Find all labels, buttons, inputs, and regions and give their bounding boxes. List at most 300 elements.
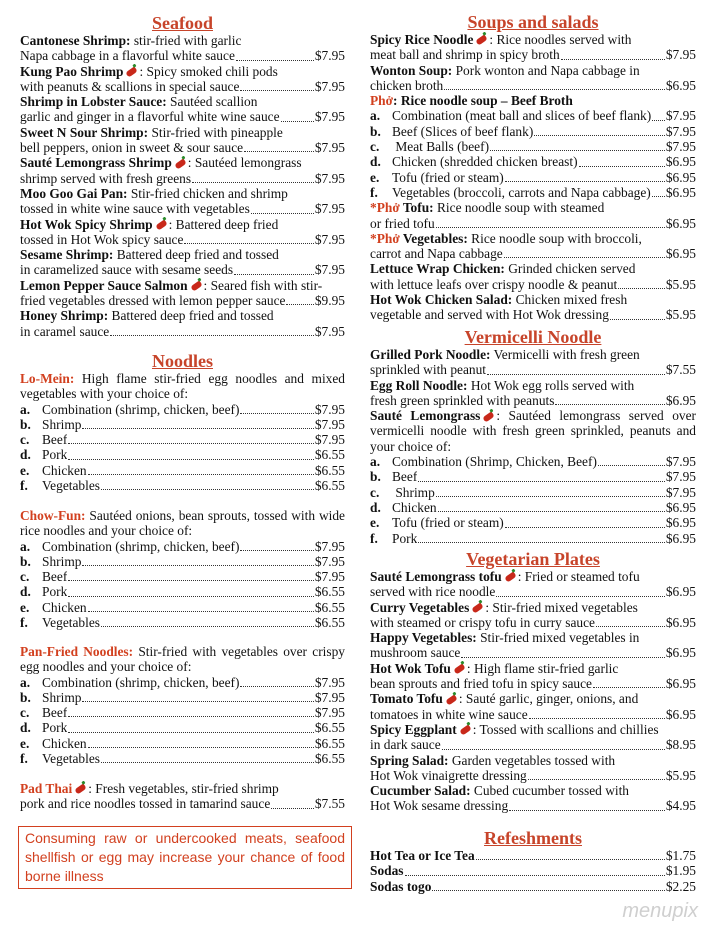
- item-description: : High flame stir-fried garlic: [466, 660, 619, 676]
- list-item-name: Beef: [42, 432, 68, 448]
- list-item-name: Combination (meat ball and slices of beef flank): [392, 108, 652, 124]
- dot-leader: [68, 580, 314, 581]
- list-item: [370, 139, 696, 154]
- item-price: $2.25: [665, 878, 696, 894]
- list-item-name: Tofu (fried or steam): [392, 169, 504, 185]
- dot-leader: [286, 304, 313, 305]
- item-heading: [370, 200, 604, 215]
- list-item-letter: a.: [20, 401, 31, 417]
- list-item-text: [370, 108, 651, 123]
- list-item: [20, 417, 345, 432]
- item-description: : Battered deep fried: [168, 216, 279, 232]
- item-description: garlic and ginger in a flavorful white wine sauce: [20, 109, 280, 125]
- item-price: $7.95: [314, 674, 345, 690]
- item-description: chicken broth: [370, 77, 444, 93]
- list-item-text: [20, 463, 87, 478]
- right-column: [370, 0, 696, 931]
- list-item-name: Shrimp: [42, 553, 82, 569]
- item-description: meat ball and shrimp in spicy broth: [370, 47, 560, 63]
- item-description: : Stir-fried mixed vegetables: [485, 599, 638, 615]
- item-description: pork and rice noodles tossed in tamarind sauce: [20, 796, 271, 812]
- list-item-letter: e.: [20, 735, 30, 751]
- list-item-text: [370, 515, 504, 530]
- menu-item: [370, 378, 696, 393]
- item-price: $6.55: [314, 599, 345, 615]
- item-heading: [370, 753, 615, 768]
- dot-leader: [101, 762, 314, 763]
- item-name: Spicy Eggplant: [370, 721, 457, 737]
- menu-item: [370, 783, 696, 798]
- item-heading: [20, 125, 283, 140]
- menu-item-price-line: [370, 362, 696, 377]
- menu-item-price-line: [370, 676, 696, 691]
- item-price: $1.95: [665, 863, 696, 879]
- item-heading: [20, 247, 279, 262]
- menu-item: [370, 879, 696, 894]
- dot-leader: [418, 542, 665, 543]
- menu-item: [370, 722, 696, 737]
- item-price: $7.95: [314, 432, 345, 448]
- list-item-text: [20, 569, 67, 584]
- dot-leader: [82, 428, 313, 429]
- list-item-name: Combination (Shrimp, Chicken, Beef): [392, 454, 597, 470]
- dot-leader: [234, 274, 314, 275]
- item-description: Garden vegetables tossed with: [448, 752, 616, 768]
- item-heading: [370, 32, 631, 47]
- section-title: Seafood: [151, 13, 213, 33]
- item-description: : Sautéed lemongrass: [187, 155, 302, 171]
- item-description: served with rice noodle: [370, 584, 496, 600]
- item-description-paragraph: [20, 644, 345, 675]
- item-name: Lemon Pepper Sauce Salmon: [20, 277, 188, 293]
- menu-item: [370, 32, 696, 47]
- menu-section: [20, 508, 345, 630]
- item-name: Kung Pao Shrimp: [20, 63, 124, 79]
- list-item: [370, 485, 696, 500]
- dot-leader: [504, 257, 665, 258]
- item-heading: [20, 94, 257, 109]
- item-price: $7.95: [314, 109, 345, 125]
- list-item-letter: f.: [20, 751, 28, 767]
- list-item-text: [370, 139, 489, 154]
- dot-leader: [88, 611, 314, 612]
- item-price: $7.95: [314, 170, 345, 186]
- item-description: : Fresh vegetables, stir-fried shrimp: [88, 781, 279, 796]
- item-price: $7.95: [314, 201, 345, 217]
- menu-item: [20, 155, 345, 170]
- item-description: or fried tofu: [370, 215, 435, 231]
- dot-leader: [251, 213, 314, 214]
- item-price: $7.95: [314, 416, 345, 432]
- list-item: [20, 478, 345, 493]
- item-description: Hot Wok egg rolls served with: [467, 377, 635, 393]
- item-heading: [20, 33, 241, 48]
- dot-leader: [240, 686, 313, 687]
- dot-leader: [490, 150, 665, 151]
- item-name: Lettuce Wrap Chicken:: [370, 261, 505, 277]
- menu-item: [370, 600, 696, 615]
- item-description: bean sprouts and fried tofu in spicy sauce: [370, 676, 592, 692]
- item-price: $7.95: [665, 139, 696, 155]
- list-item-letter: d.: [20, 720, 31, 736]
- item-description: : Rice noodles served with: [489, 32, 632, 47]
- item-price: $6.95: [665, 154, 696, 170]
- item-description: stir-fried with garlic: [130, 33, 242, 48]
- item-description: fried vegetables dressed with lemon pepper sauce: [20, 293, 286, 309]
- list-item-text: [370, 154, 578, 169]
- menu-item: [370, 93, 696, 108]
- dot-leader: [618, 288, 665, 289]
- dot-leader: [555, 404, 664, 405]
- item-description: Rice noodle soup with steamed: [433, 200, 605, 216]
- menu-section: [20, 781, 345, 812]
- item-description: : Sauté garlic, ginger, onions, and: [458, 691, 639, 707]
- item-prefix: Phở: [370, 93, 394, 109]
- item-price: $7.95: [314, 231, 345, 247]
- dot-leader: [438, 511, 665, 512]
- list-item: [370, 154, 696, 169]
- item-description: Rice noodle soup with broccoli,: [467, 230, 642, 246]
- chili-pepper-icon: [483, 411, 495, 422]
- list-item-letter: e.: [370, 515, 380, 531]
- list-item-text: [20, 720, 67, 735]
- menu-item: [370, 848, 696, 863]
- dot-leader: [101, 626, 314, 627]
- item-description: tossed in Hot Wok spicy sauce: [20, 231, 184, 247]
- list-item: [20, 447, 345, 462]
- item-name: Moo Goo Gai Pan:: [20, 185, 128, 201]
- menu-item: [20, 217, 345, 232]
- menu-item-price-line: [20, 293, 345, 308]
- item-heading: [370, 63, 640, 78]
- list-item-letter: d.: [20, 584, 31, 600]
- list-item-letter: b.: [370, 469, 381, 485]
- item-name: : Rice noodle soup – Beef Broth: [393, 93, 573, 109]
- dot-leader: [598, 465, 665, 466]
- item-price: $6.95: [665, 77, 696, 93]
- list-item-name: Pork: [42, 720, 68, 736]
- item-description: sprinkled with peanut: [370, 362, 487, 378]
- dot-leader: [281, 121, 314, 122]
- subsection-title: Chow-Fun:: [20, 508, 86, 523]
- item-name: Wonton Soup:: [370, 62, 453, 78]
- list-item-text: [20, 432, 67, 447]
- list-item: [20, 600, 345, 615]
- list-item-text: [20, 417, 81, 432]
- menu-item: [20, 278, 345, 293]
- chili-pepper-icon: [453, 664, 465, 675]
- item-heading: [370, 569, 640, 584]
- item-name: Cucumber Salad:: [370, 783, 471, 799]
- item-description: Napa cabbage in a flavorful white sauce: [20, 48, 235, 64]
- section-title: Noodles: [151, 351, 213, 371]
- dot-leader: [192, 182, 314, 183]
- list-item-name: Pork: [392, 530, 418, 546]
- item-name: Sauté Lemongrass: [370, 408, 481, 424]
- menu-item-price-line: [370, 277, 696, 292]
- item-price: $7.95: [314, 553, 345, 569]
- dot-leader: [505, 527, 665, 528]
- item-name: Sodas togo: [370, 878, 432, 894]
- item-name: Shrimp in Lobster Sauce:: [20, 94, 167, 110]
- list-item-name: Beef (Slices of beef flank): [392, 123, 534, 139]
- list-item-name: Vegetables: [42, 478, 101, 494]
- subsection-title: Pan-Fried Noodles:: [20, 644, 134, 659]
- list-item-letter: c.: [370, 139, 380, 155]
- list-item-letter: d.: [370, 499, 381, 515]
- dot-leader: [88, 747, 314, 748]
- menu-section: [370, 828, 696, 894]
- item-description: : Fried or steamed tofu: [517, 569, 640, 584]
- item-name: Curry Vegetables: [370, 599, 470, 615]
- chili-pepper-icon: [445, 694, 457, 705]
- menu-item: [370, 231, 696, 246]
- dot-leader: [652, 196, 665, 197]
- list-item-text: [20, 736, 87, 751]
- section-title: Vegetarian Plates: [466, 549, 600, 569]
- item-price: $7.95: [665, 484, 696, 500]
- list-item-name: Vegetables: [42, 615, 101, 631]
- dot-leader: [418, 481, 665, 482]
- item-price: $6.95: [665, 515, 696, 531]
- list-item-letter: a.: [370, 454, 381, 470]
- menu-item: [370, 630, 696, 645]
- list-item-text: [370, 185, 651, 200]
- item-name: Happy Vegetables:: [370, 630, 477, 646]
- list-item-letter: a.: [20, 538, 31, 554]
- dot-leader: [88, 474, 314, 475]
- chili-pepper-icon: [75, 784, 87, 795]
- list-item-name: Beef: [392, 469, 418, 485]
- dot-leader: [82, 701, 313, 702]
- item-price: $6.95: [665, 215, 696, 231]
- item-price: $7.95: [314, 140, 345, 156]
- item-description: carrot and Napa cabbage: [370, 246, 503, 262]
- section-title: Soups and salads: [467, 12, 599, 32]
- menu-item-price-line: [370, 615, 696, 630]
- menu-item-price-line: [20, 79, 345, 94]
- menu-item-price-line: [370, 307, 696, 322]
- item-name: Spring Salad:: [370, 752, 449, 768]
- item-description: vegetable and served with Hot Wok dressing: [370, 307, 609, 323]
- list-item-letter: c.: [20, 569, 30, 585]
- menu-item-price-line: [370, 737, 696, 752]
- list-item-letter: f.: [20, 615, 28, 631]
- item-name: Grilled Pork Noodle:: [370, 347, 491, 362]
- list-item-name: Shrimp: [42, 416, 82, 432]
- list-item-text: [370, 469, 417, 484]
- menu-item: [370, 292, 696, 307]
- menu-section: [20, 351, 345, 493]
- item-price: $6.95: [665, 584, 696, 600]
- item-price: $7.95: [314, 689, 345, 705]
- dot-leader: [528, 779, 665, 780]
- dot-leader: [596, 626, 665, 627]
- list-item-text: [20, 447, 67, 462]
- menu-item-price-line: [20, 262, 345, 277]
- menu-item-price-line: [20, 796, 345, 811]
- item-description: shrimp served with fresh greens: [20, 170, 192, 186]
- item-description: Hot Wok vinaigrette dressing: [370, 767, 527, 783]
- item-price: $6.55: [314, 462, 345, 478]
- item-heading: [370, 292, 627, 307]
- item-description: : Seared fish with stir-: [203, 277, 323, 293]
- menu-item: [20, 33, 345, 48]
- item-price: $7.55: [314, 796, 345, 812]
- menu-item: [20, 247, 345, 262]
- menu-section: [370, 327, 696, 546]
- list-item-letter: c.: [20, 432, 30, 448]
- menu-item: [370, 347, 696, 362]
- item-description: Stir-fried with pineapple: [148, 124, 283, 140]
- menu-item-price-line: [370, 768, 696, 783]
- list-item-name: Shrimp: [42, 689, 82, 705]
- item-price: $1.75: [665, 848, 696, 863]
- item-description: Sautéed scallion: [166, 94, 258, 110]
- item-heading: [370, 783, 629, 798]
- list-item-text: [20, 675, 239, 690]
- menu-item: [20, 308, 345, 323]
- item-heading: [20, 217, 278, 232]
- dot-leader: [240, 90, 313, 91]
- list-item-text: [370, 485, 435, 500]
- item-price: $7.95: [314, 262, 345, 278]
- menu-item-price-line: [20, 109, 345, 124]
- item-price: $5.95: [665, 767, 696, 783]
- dot-leader: [442, 749, 665, 750]
- list-item-letter: e.: [370, 169, 380, 185]
- item-price: $6.95: [665, 645, 696, 661]
- menu-section: [20, 13, 345, 339]
- dot-leader: [271, 808, 314, 809]
- item-heading: [20, 781, 279, 796]
- menu-item: [370, 200, 696, 215]
- item-heading: [370, 93, 573, 108]
- item-name: Hot Wok Spicy Shrimp: [20, 216, 153, 232]
- list-item-text: [20, 751, 100, 766]
- item-heading: [370, 630, 639, 645]
- list-item: [370, 170, 696, 185]
- list-item-name: Beef: [42, 705, 68, 721]
- list-item-name: Pork: [42, 584, 68, 600]
- item-description: Grinded chicken served: [504, 261, 636, 277]
- menu-section: [370, 12, 696, 323]
- left-column: [20, 0, 345, 931]
- item-price: $7.95: [314, 78, 345, 94]
- item-price: $6.55: [314, 447, 345, 463]
- list-item-name: Combination (shrimp, chicken, beef): [42, 538, 240, 554]
- item-price: $7.95: [314, 569, 345, 585]
- item-price: $7.95: [665, 123, 696, 139]
- list-item: [20, 720, 345, 735]
- menu-item: [370, 661, 696, 676]
- dot-leader: [534, 135, 665, 136]
- item-price: $7.55: [665, 362, 696, 378]
- dot-leader: [432, 890, 664, 891]
- item-name: Hot Tea or Ice Tea: [370, 848, 475, 863]
- menu-item: [370, 569, 696, 584]
- list-item-name: Shrimp: [392, 484, 435, 500]
- dot-leader: [496, 596, 665, 597]
- menu-item: [20, 94, 345, 109]
- list-item-letter: b.: [370, 123, 381, 139]
- menu-item: [370, 753, 696, 768]
- list-item-text: [20, 690, 81, 705]
- list-item: [370, 531, 696, 546]
- item-heading: [20, 155, 302, 170]
- list-item-letter: b.: [20, 416, 31, 432]
- chili-pepper-icon: [472, 602, 484, 613]
- list-item-text: [20, 600, 87, 615]
- item-name: Hot Wok Chicken Salad:: [370, 292, 513, 308]
- list-item: [20, 402, 345, 417]
- item-name: Sauté Lemongrass Shrimp: [20, 155, 172, 171]
- menu-item: [20, 186, 345, 201]
- list-item-name: Chicken (shredded chicken breast): [392, 154, 578, 170]
- list-item-letter: d.: [20, 447, 31, 463]
- item-name: Sauté Lemongrass tofu: [370, 569, 502, 584]
- item-description: with peanuts & scallions in special sauce: [20, 78, 240, 94]
- item-description: : Spicy smoked chili pods: [139, 63, 278, 79]
- item-description-paragraph: [370, 408, 696, 454]
- item-description: with steamed or crispy tofu in curry sauce: [370, 614, 595, 630]
- list-item-name: Meat Balls (beef): [392, 139, 490, 155]
- menu-item: [20, 125, 345, 140]
- list-item-text: [370, 170, 504, 185]
- list-item-name: Chicken: [42, 599, 87, 615]
- menu-item: [370, 261, 696, 276]
- dot-leader: [529, 718, 665, 719]
- list-item-name: Chicken: [42, 462, 87, 478]
- item-prefix: Pad Thai: [20, 781, 73, 796]
- item-heading: [370, 661, 618, 676]
- item-description: mushroom sauce: [370, 645, 461, 661]
- list-item-letter: c.: [20, 705, 30, 721]
- item-price: $9.95: [314, 293, 345, 309]
- item-description: Vermicelli with fresh green: [490, 347, 640, 362]
- dot-leader: [68, 732, 314, 733]
- dot-leader: [68, 716, 314, 717]
- dot-leader: [82, 565, 313, 566]
- dot-leader: [184, 243, 313, 244]
- dot-leader: [68, 596, 314, 597]
- list-item-letter: f.: [370, 530, 378, 546]
- menu-item: [370, 691, 696, 706]
- list-item-text: [370, 454, 597, 469]
- menu-item-price-line: [370, 645, 696, 660]
- dot-leader: [405, 875, 665, 876]
- watermark: menupix: [622, 900, 698, 922]
- item-heading: [370, 600, 638, 615]
- list-item-name: Combination (shrimp, chicken, beef): [42, 674, 240, 690]
- menu-section: [370, 549, 696, 814]
- item-description: Battered deep fried and tossed: [113, 247, 279, 263]
- item-description: Sautéed onions, bean sprouts, tossed with wide rice noodles and your choice of:: [20, 508, 345, 539]
- menu-item-price-line: [20, 171, 345, 186]
- item-price: $6.95: [665, 530, 696, 546]
- item-description: tossed in white wine sauce with vegetables: [20, 201, 250, 217]
- list-item-text: [20, 584, 67, 599]
- item-heading: [370, 722, 659, 737]
- dot-leader: [476, 859, 665, 860]
- list-item-name: Chicken: [42, 735, 87, 751]
- menu-item: [20, 64, 345, 79]
- dot-leader: [240, 550, 313, 551]
- item-description: Hot Wok sesame dressing: [370, 798, 509, 814]
- list-item-letter: b.: [20, 689, 31, 705]
- item-price: $4.95: [665, 798, 696, 814]
- item-name: Cantonese Shrimp:: [20, 33, 131, 48]
